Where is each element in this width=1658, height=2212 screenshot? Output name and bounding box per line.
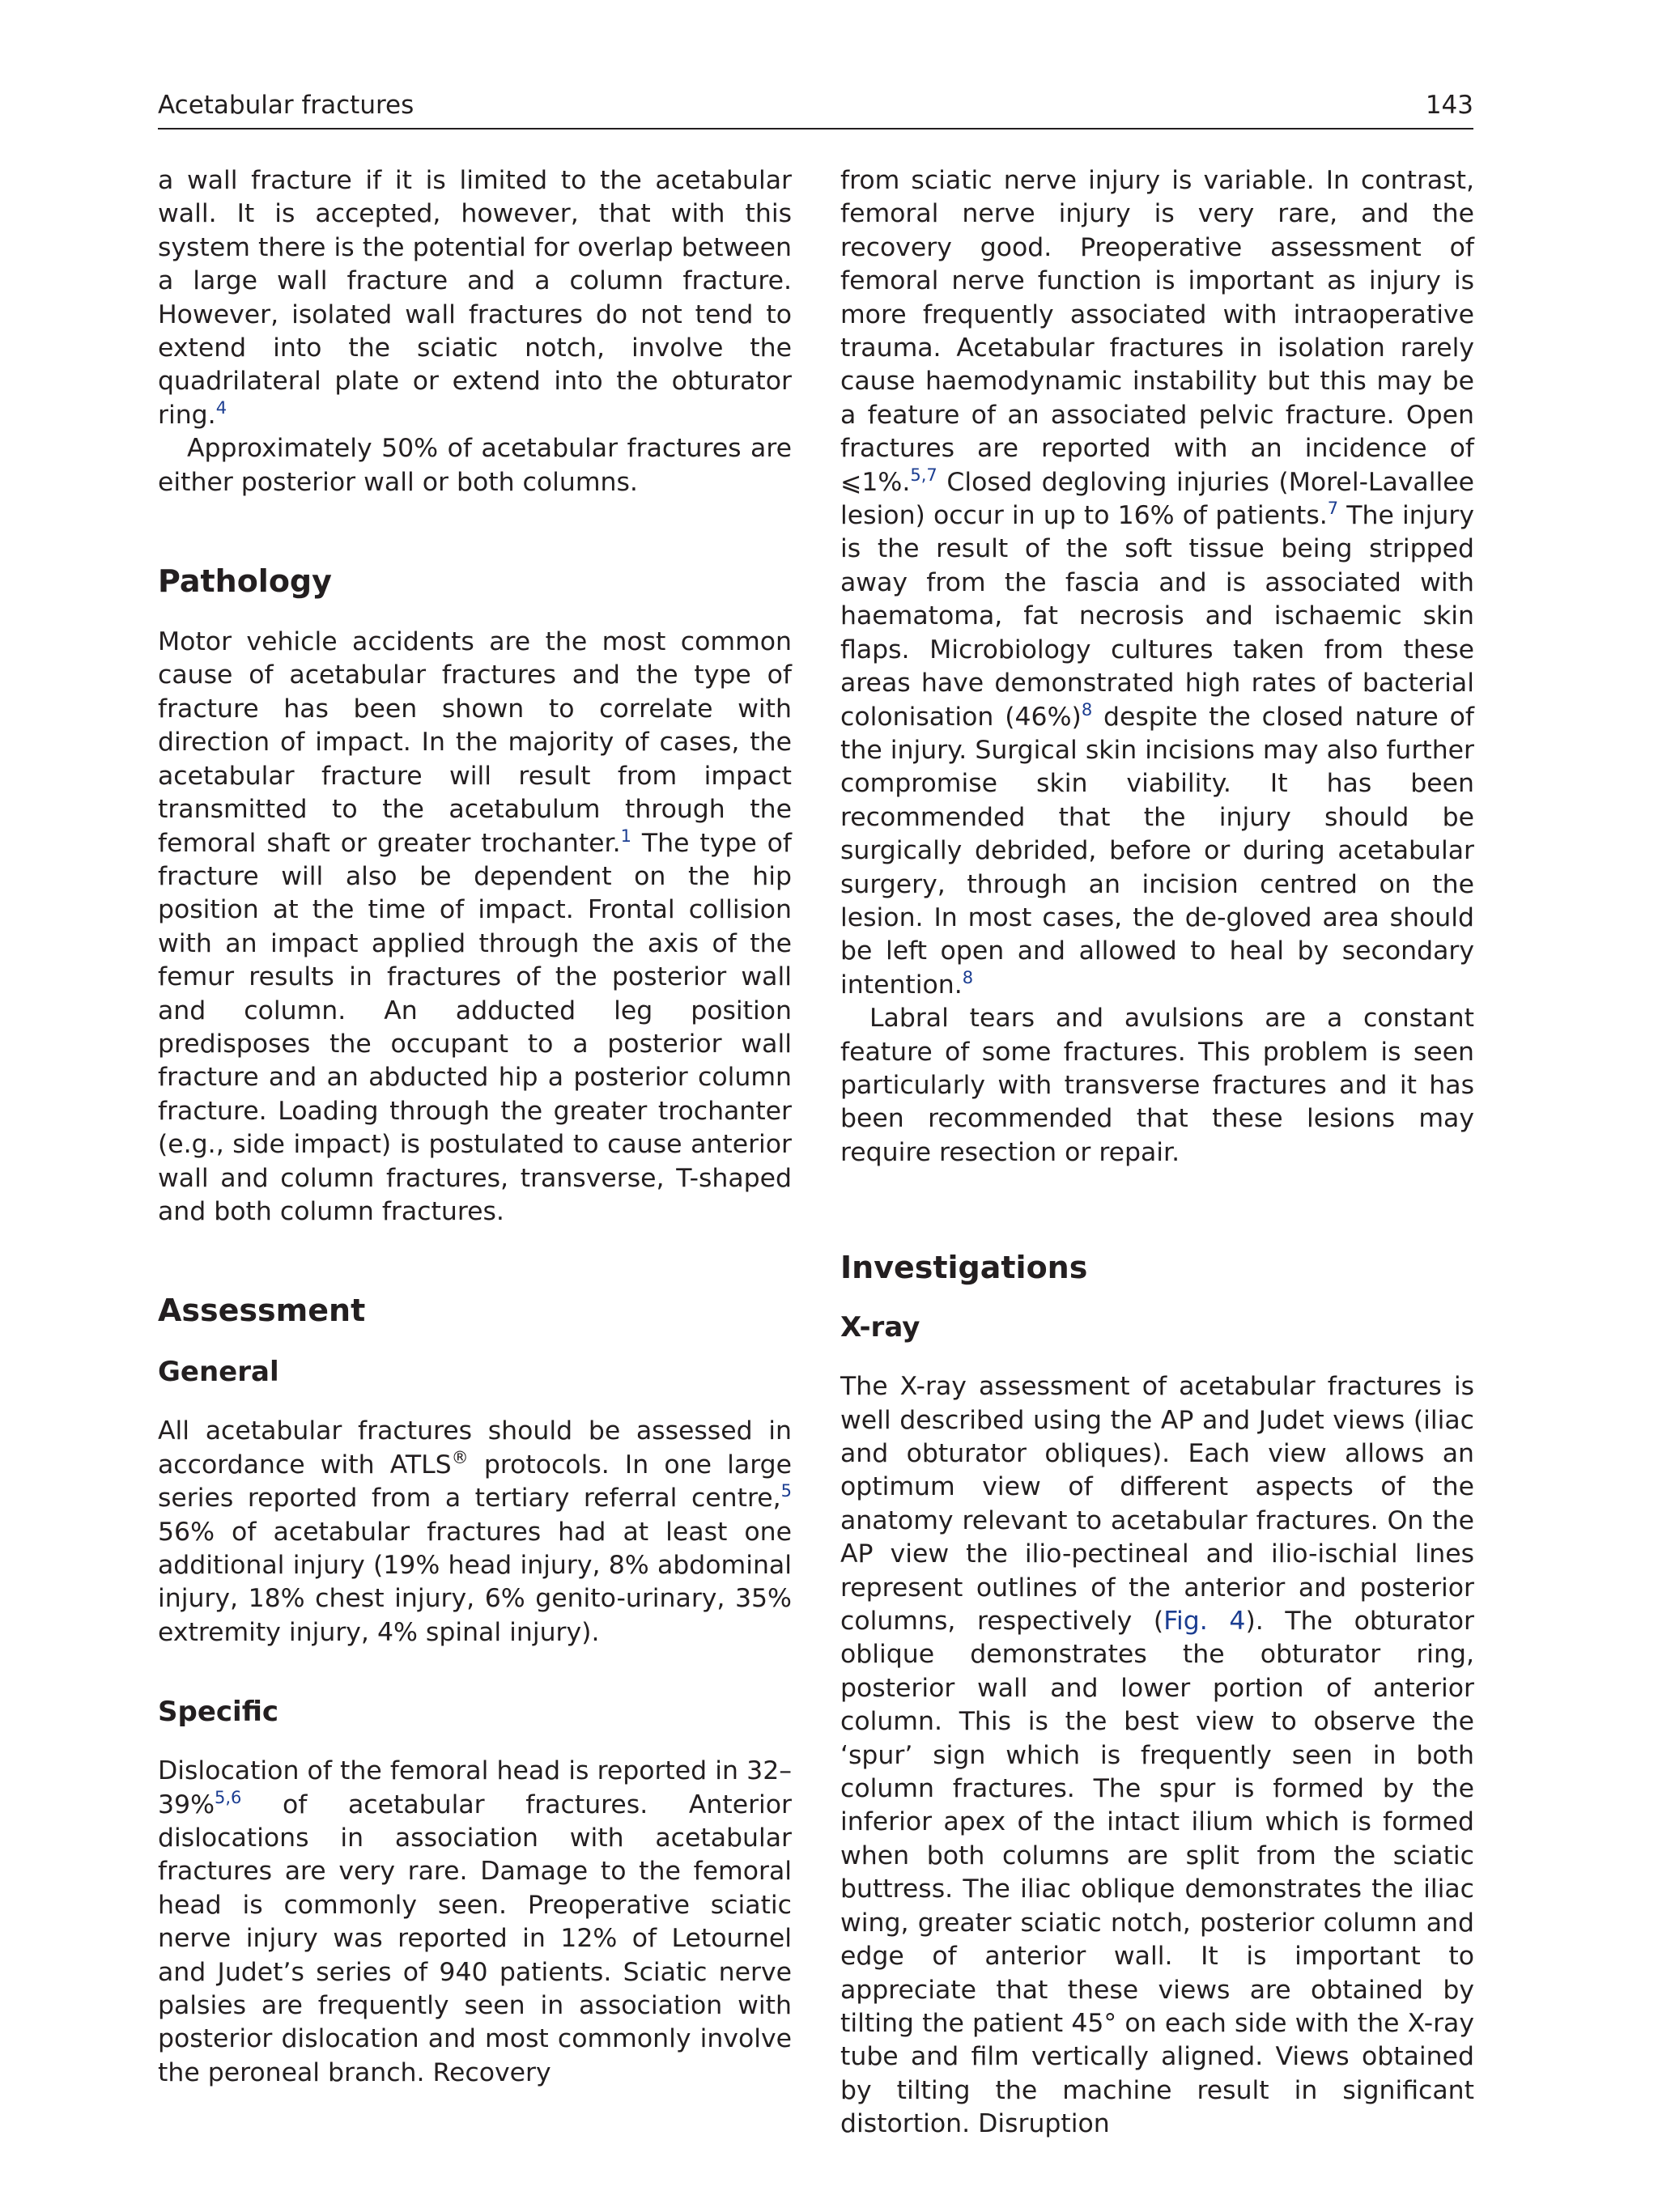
- citation-link[interactable]: 5,7: [910, 465, 937, 485]
- citation-link[interactable]: 5: [780, 1481, 792, 1501]
- paragraph-wall-fracture: a wall fracture if it is limited to the acetabular wall. It is accepted, however, that with this system there is the potential for overlap between a large wall fracture and a column fracture. However, isolated wall fractures do not tend to extend into the sciatic notch, involve the quadrilateral plate or extend into the obturator ring.$^4$: [158, 166, 792, 430]
- paragraph-specific: Dislocation of the femoral head is reported in 32–39%$^{5,6}$ of acetabular fractures. Anterior dislocations in association with acetabular fractures are very rare. Damage to the femoral head is commonly seen. Preoperative sciatic nerve injury was reported in 12% of Letournel and Judet’s series of 940 patients. Sciatic nerve palsies are frequently seen in association with posterior dislocation and most commonly involve the peroneal branch. Recovery: [158, 1756, 792, 2087]
- heading-investigations: Investigations: [840, 1250, 1088, 1286]
- left-column: [158, 164, 792, 2090]
- paragraph-xray: The X-ray assessment of acetabular fractures is well described using the AP and Judet views (iliac and obturator obliques). Each view allows an optimum view of different aspects of the anatomy relevant to acetabular fractures. On the AP view the ilio-pectineal and ilio-ischial lines represent outlines of the anterior and posterior columns, respectively (Fig. 4). The obturator oblique demonstrates the obturator ring, posterior wall and lower portion of anterior column. This is the best view to observe the ‘spur’ sign which is frequently seen in both column fractures. The spur is formed by the inferior apex of the intact ilium which is formed when both columns are split from the sciatic buttress. The iliac oblique demonstrates the iliac wing, greater sciatic notch, posterior column and edge of anterior wall. It is important to appreciate that these views are obtained by tilting the patient 45° on each side with the X-ray tube and film vertically aligned. Views obtained by tilting the machine result in significant distortion. Disruption: [840, 1372, 1474, 2139]
- paragraph-pathology: Motor vehicle accidents are the most common cause of acetabular fractures and the type of fracture has been shown to correlate with direction of impact. In the majority of cases, the acetabular fracture will result from impact transmitted to the acetabulum through the femoral shaft or greater trochanter.$^1$ The type of fracture will also be dependent on the hip position at the time of impact. Frontal collision with an impact applied through the axis of the femur results in fractures of the posterior wall and column. An adducted leg position predisposes the occupant to a posterior wall fracture and an abducted hip a posterior column fracture. Loading through the greater trochanter (e.g., side impact) is postulated to cause anterior wall and column fractures, transverse, T-shaped and both column fractures.: [158, 627, 793, 1226]
- paragraph-approximately: Approximately 50% of acetabular fractures are either posterior wall or both columns.: [158, 434, 792, 497]
- running-head-title: Acetabular fractures: [158, 91, 414, 120]
- citation-link[interactable]: 5,6: [215, 1787, 242, 1807]
- heading-assessment: Assessment: [158, 1293, 366, 1329]
- right-column: [840, 164, 1474, 2142]
- citation-link[interactable]: 1: [620, 826, 632, 846]
- paragraph-nerve-injury: from sciatic nerve injury is variable. In contrast, femoral nerve injury is very rare, and the recovery good. Preoperative assessment of femoral nerve function is important as injury is more frequently associated with intraoperative trauma. Acetabular fractures in isolation rarely cause haemodynamic instability but this may be a feature of an associated pelvic fracture. Open fractures are reported with an incidence of ⩽1%.$^{5,7}$ Closed degloving injuries (Morel-Lavallee lesion) occur in up to 16% of patients.$^7$ The injury is the result of the soft tissue being stripped away from the fascia and is associated with haematoma, fat necrosis and ischaemic skin flaps. Microbiology cultures taken from these areas have demonstrated high rates of bacterial colonisation (46%)$^8$ despite the closed nature of the injury. Surgical skin incisions may also further compromise skin viability. It has been recommended that the injury should be surgically debrided, before or during acetabular surgery, through an incision centred on the lesion. In most cases, the de-gloved area should be left open and allowed to heal by secondary intention.$^8$: [840, 166, 1474, 1000]
- heading-general: General: [158, 1356, 279, 1389]
- citation-link[interactable]: 4: [215, 397, 227, 418]
- registered-mark: ®: [451, 1447, 469, 1467]
- figure-link[interactable]: Fig. 4: [1163, 1607, 1246, 1637]
- heading-specific: Specific: [158, 1696, 279, 1729]
- citation-link[interactable]: 8: [1081, 699, 1093, 720]
- paragraph-labral-tears: Labral tears and avulsions are a constant feature of some fractures. This problem is seen particularly with transverse fractures and it has been recommended that these lesions may require resection or repair.: [840, 1004, 1474, 1167]
- citation-link[interactable]: 7: [1327, 499, 1339, 519]
- page-number: 143: [1425, 91, 1473, 120]
- citation-link[interactable]: 8: [962, 967, 974, 987]
- heading-pathology: Pathology: [158, 563, 332, 600]
- heading-xray: X-ray: [840, 1311, 920, 1344]
- running-head: [158, 87, 1473, 129]
- paragraph-general: All acetabular fractures should be assessed in accordance with ATLS® protocols. In one large series reported from a tertiary referral centre,$^5$ 56% of acetabular fractures had at least one additional injury (19% head injury, 8% abdominal injury, 18% chest injury, 6% genito-urinary, 35% extremity injury, 4% spinal injury).: [158, 1416, 792, 1647]
